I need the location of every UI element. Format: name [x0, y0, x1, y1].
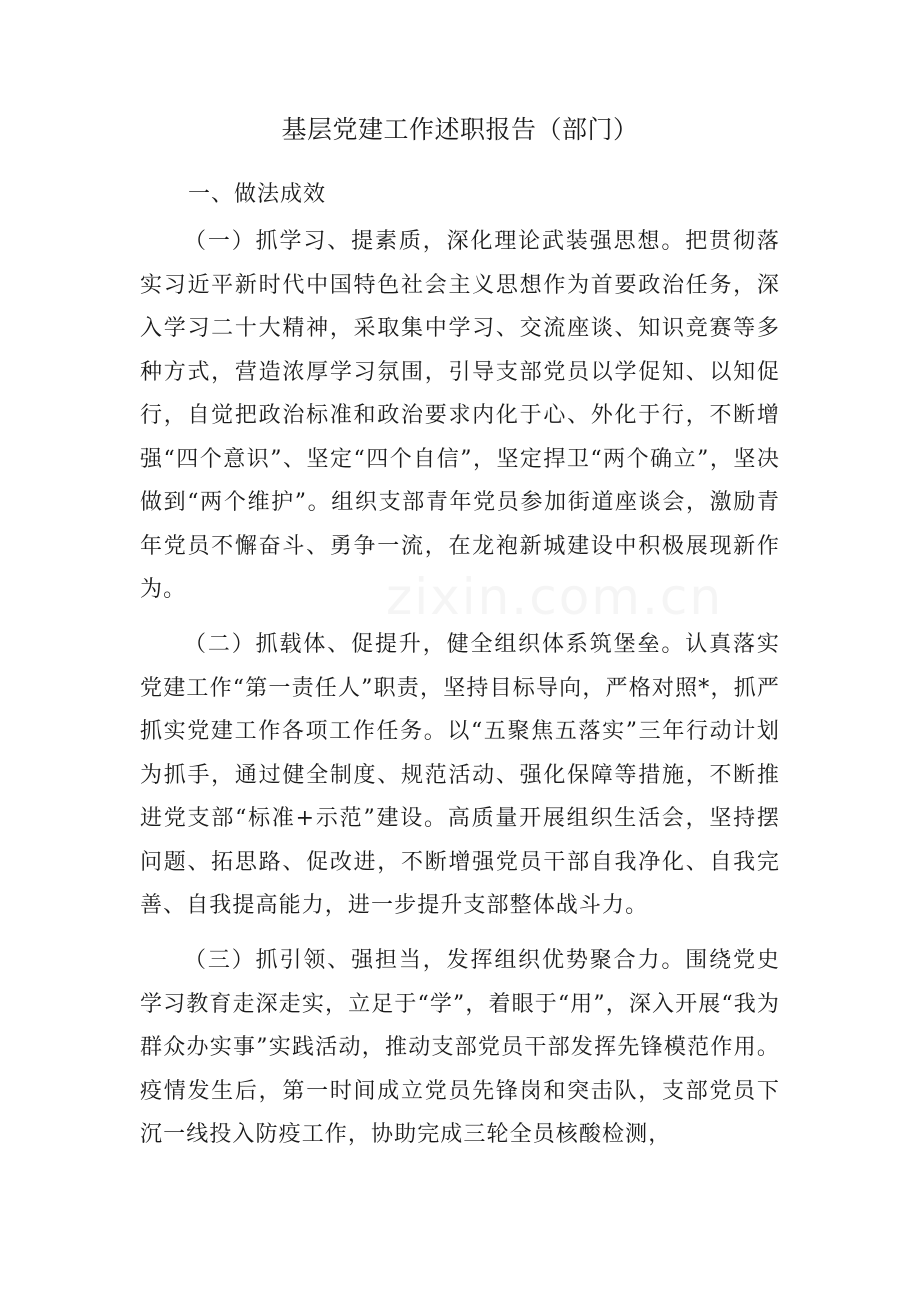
paragraph-2: （二）抓载体、促提升，健全组织体系筑堡垒。认真落实党建工作“第一责任人”职责，坚持目标导向，严格对照*，抓严抓实党建工作各项工作任务。以“五聚焦五落实”三年行动计划为抓手，通过健全制度、规范活动、强化保障等措施，不断推进党支部“标准+示范”建设。高质量开展组织生活会，坚持摆问题、拓思路、促改进，不断增强党员干部自我净化、自我完善、自我提高能力，进一步提升支部整体战斗力。 — [140, 632, 780, 918]
paragraph-3: （三）抓引领、强担当，发挥组织优势聚合力。围绕党史学习教育走深走实，立足于“学”，着眼于“用”，深入开展“我为群众办实事”实践活动，推动支部党员干部发挥先锋模范作用。疫情发生后，第一时间成立党员先锋岗和突击队，支部党员下沉一线投入防疫工作，协助完成三轮全员核酸检测， — [140, 948, 780, 1147]
section-heading: 一、做法成效 — [188, 182, 327, 207]
document-title: 基层党建工作述职报告（部门） — [281, 115, 639, 144]
paragraph-1: （一）抓学习、提素质，深化理论武装强思想。把贯彻落实习近平新时代中国特色社会主义思想作为首要政治任务，深入学习二十大精神，采取集中学习、交流座谈、知识竞赛等多种方式，营造浓厚学习氛围，引导支部党员以学促知、以知促行，自觉把政治标准和政治要求内化于心、外化于行，不断增强“四个意识”、坚定“四个自信”，坚定捍卫“两个确立”，坚决做到“两个维护”。组织支部青年党员参加街道座谈会，激励青年党员不懈奋斗、勇争一流，在龙袍新城建设中积极展现新作为。 — [140, 229, 780, 602]
watermark: zixin.com.cn — [386, 568, 724, 626]
